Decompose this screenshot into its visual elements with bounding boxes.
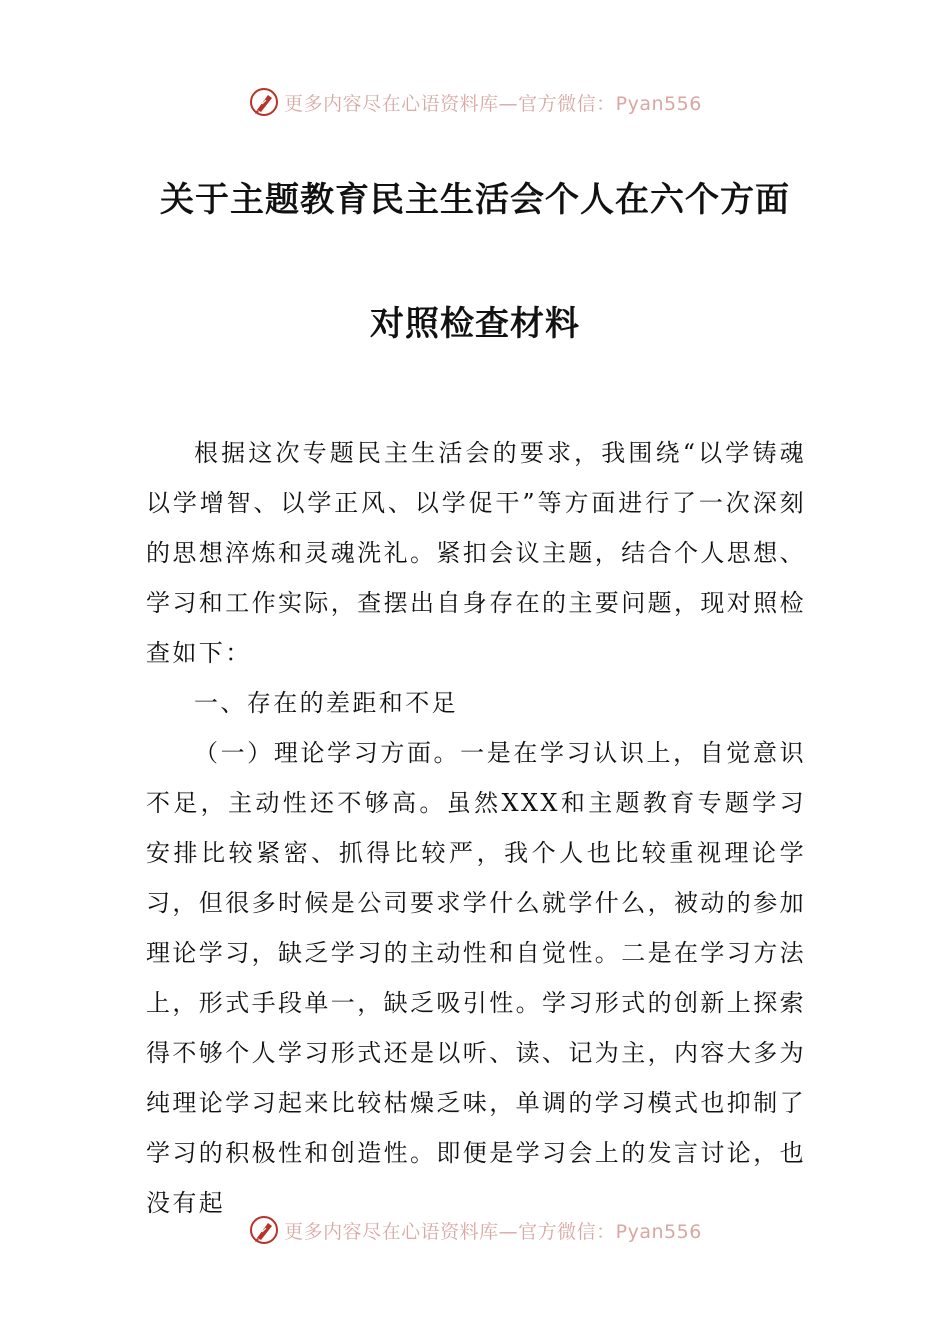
section-heading: 一、存在的差距和不足 (194, 689, 458, 717)
watermark-banner-top (0, 82, 950, 122)
pen-nib-circle-icon (248, 1214, 280, 1246)
watermark-text: 更多内容尽在心语资料库—官方微信：Pyan556 (284, 1220, 702, 1243)
watermark-banner-bottom (0, 1210, 950, 1250)
subsection-paragraph: （一）理论学习方面。一是在学习认识上，自觉意识不足，主动性还不够高。虽然XXX和主题教育专题学习安排比较紧密、抓得比较严，我个人也比较重视理论学习，但很多时候是公司要求学什么就学什么，被动的参加理论学习，缺乏学习的主动性和自觉性。二是在学习方法上，形式手段单一，缺乏吸引性。学习形式的创新上探索得不够个人学习形式还是以听、读、记为主，内容大多为纯理论学习起来比较枯燥乏味，单调的学习模式也抑制了学习的积极性和创造性。即便是学习会上的发言讨论，也没有起 (146, 739, 806, 1217)
intro-paragraph: 根据这次专题民主生活会的要求，我围绕“以学铸魂以学增智、以学正风、以学促干”等方面进行了一次深刻的思想淬炼和灵魂洗礼。紧扣会议主题，结合个人思想、学习和工作实际，查摆出自身存在的主要问题，现对照检查如下： (146, 439, 806, 667)
pen-nib-circle-icon (248, 86, 280, 118)
watermark-text: 更多内容尽在心语资料库—官方微信：Pyan556 (284, 92, 702, 115)
document-body (146, 428, 806, 1217)
document-title-line1: 关于主题教育民主生活会个人在六个方面 (160, 180, 790, 220)
document-title-line2: 对照检查材料 (370, 304, 580, 344)
